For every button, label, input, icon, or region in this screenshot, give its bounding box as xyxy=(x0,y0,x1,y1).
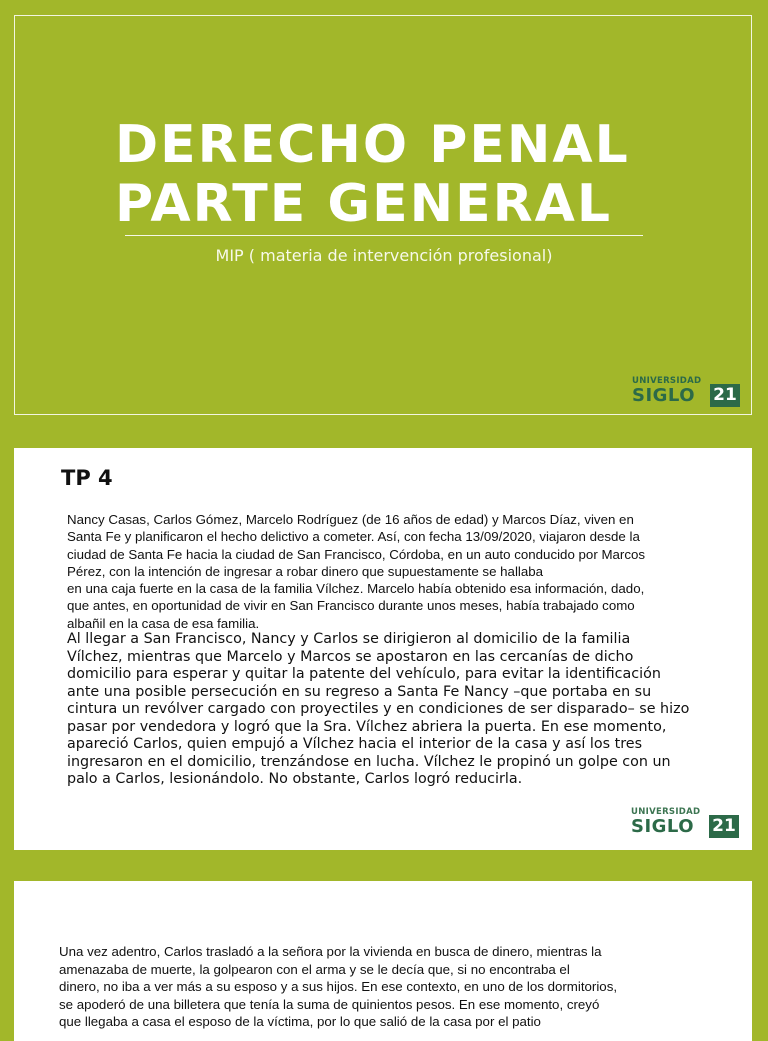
paragraph-line: pasar por vendedora y logró que la Sra. Vílchez abriera la puerta. En ese momento, xyxy=(67,718,667,735)
logo-siglo-label: SIGLO xyxy=(632,385,696,406)
paragraph-line: Al llegar a San Francisco, Nancy y Carlos se dirigieron al domicilio de la familia xyxy=(67,631,631,647)
paragraph-line: ciudad de Santa Fe hacia la ciudad de San Francisco, Córdoba, en un auto conducido por Marcos xyxy=(67,546,646,562)
title-line-1: DERECHO PENAL xyxy=(115,115,630,175)
title-line-2: PARTE GENERAL xyxy=(115,174,613,234)
paragraph-line: ante una posible persecución en su regreso a Santa Fe Nancy –que portaba en su xyxy=(67,683,652,700)
siglo21-logo xyxy=(632,376,742,410)
title-divider xyxy=(125,235,643,236)
paragraph-line: Una vez adentro, Carlos trasladó a la señora por la vivienda en busca de dinero, mientras la xyxy=(59,944,602,959)
paragraph-line: Vílchez, mientras que Marcelo y Marcos se apostaron en las cercanías de dicho xyxy=(67,648,634,665)
case-paragraph-3 xyxy=(59,943,719,1031)
paragraph-line: amenazaba de muerte, la golpearon con el arma y se le decía que, si no encontraba el xyxy=(59,961,570,977)
continuation-slide xyxy=(14,881,752,1041)
logo-siglo-label: SIGLO xyxy=(631,816,695,837)
paragraph-line: se apoderó de una billetera que tenía la suma de quinientos pesos. En ese momento, creyó xyxy=(59,996,600,1012)
siglo21-logo xyxy=(631,807,741,841)
tp-heading: TP 4 xyxy=(61,466,113,490)
logo-university-label: UNIVERSIDAD xyxy=(632,376,702,386)
paragraph-line: que llegaba a casa el esposo de la víctima, por lo que salió de la casa por el patio xyxy=(59,1014,541,1030)
logo-number-badge: 21 xyxy=(710,384,740,407)
case-paragraph-1 xyxy=(67,511,707,632)
paragraph-line: que antes, en oportunidad de vivir en San Francisco durante unos meses, había trabajado como xyxy=(67,598,635,614)
paragraph-line: domicilio para esperar y quitar la patente del vehículo, para evitar la identificación xyxy=(67,666,661,682)
title-slide xyxy=(14,15,752,415)
logo-number-badge: 21 xyxy=(709,815,739,838)
paragraph-line: Santa Fe y planificaron el hecho delictivo a cometer. Así, con fecha 13/09/2020, viajaron desde la xyxy=(67,529,640,545)
paragraph-line: ingresaron en el domicilio, trenzándose en lucha. Vílchez le propinó un golpe con un xyxy=(67,753,671,770)
case-paragraph-2 xyxy=(67,631,712,789)
paragraph-line: Pérez, con la intención de ingresar a robar dinero que supuestamente se hallaba xyxy=(67,563,544,579)
slide-subtitle: MIP ( materia de intervención profesional) xyxy=(215,246,553,265)
slide-title xyxy=(115,116,675,234)
tp4-slide xyxy=(14,448,752,850)
paragraph-line: palo a Carlos, lesionándolo. No obstante, Carlos logró reducirla. xyxy=(67,771,523,787)
paragraph-line: albañil en la casa de esa familia. xyxy=(67,615,260,631)
paragraph-line: Nancy Casas, Carlos Gómez, Marcelo Rodríguez (de 16 años de edad) y Marcos Díaz, viven en xyxy=(67,512,634,527)
paragraph-line: en una caja fuerte en la casa de la familia Vílchez. Marcelo había obtenido esa información, dado, xyxy=(67,581,645,597)
logo-university-label: UNIVERSIDAD xyxy=(631,807,701,817)
paragraph-line: dinero, no iba a ver más a su esposo y a sus hijos. En ese contexto, en uno de los dormitorios, xyxy=(59,979,618,995)
paragraph-line: cintura un revólver cargado con proyectiles y en condiciones de ser disparado– se hizo xyxy=(67,701,690,717)
paragraph-line: apareció Carlos, quien empujó a Vílchez hacia el interior de la casa y así los tres xyxy=(67,736,643,752)
